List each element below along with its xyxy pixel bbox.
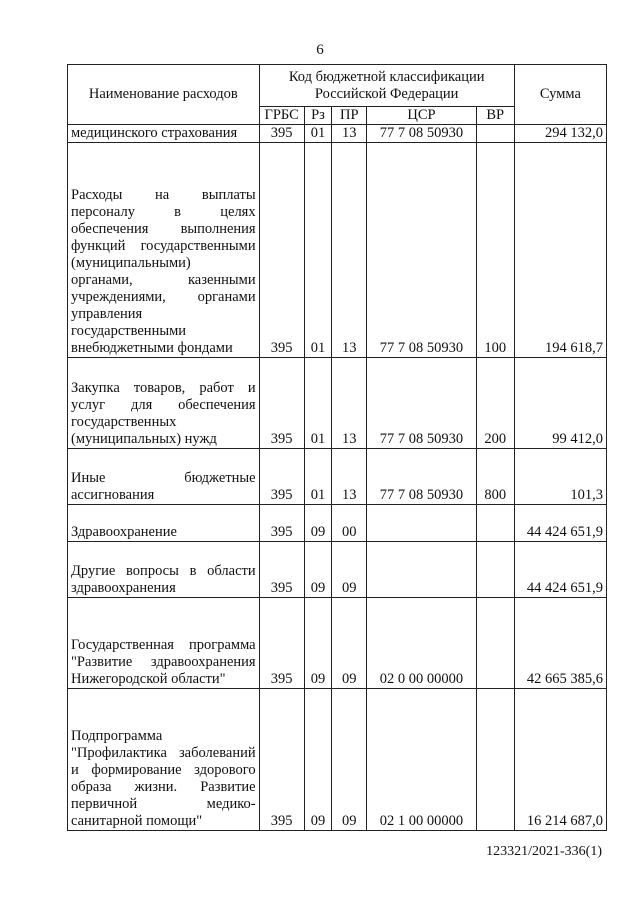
row-pr: 09 [332, 542, 367, 598]
row-vr: 800 [476, 449, 514, 505]
row-grbs: 395 [259, 689, 304, 831]
row-name: Другие вопросы в области здравоохранения [68, 542, 260, 598]
row-name: Государственная программа "Развитие здравоохранения Нижегородской области" [68, 598, 260, 689]
row-sum: 194 618,7 [514, 143, 606, 358]
header-name: Наименование расходов [68, 65, 260, 125]
table-row [68, 598, 607, 689]
header-code-group: Код бюджетной классификации Российской Федерации [259, 65, 514, 107]
row-sum: 101,3 [514, 449, 606, 505]
header-sum: Сумма [514, 65, 606, 125]
header-grbs: ГРБС [259, 107, 304, 125]
row-grbs: 395 [259, 125, 304, 143]
budget-table [67, 64, 607, 831]
row-rz: 01 [304, 143, 332, 358]
row-sum: 99 412,0 [514, 358, 606, 449]
row-sum: 44 424 651,9 [514, 542, 606, 598]
table-row [68, 505, 607, 542]
row-rz: 09 [304, 542, 332, 598]
row-name: Расходы на выплаты персоналу в целях обеспечения выполнения функций государственными (муниципальными) органами, казенными учреждениями, органами управления государственными внебюджетными фондами [68, 143, 260, 358]
row-vr [476, 598, 514, 689]
row-csr: 77 7 08 50930 [367, 125, 477, 143]
table-row [68, 689, 607, 831]
row-grbs: 395 [259, 505, 304, 542]
row-grbs: 395 [259, 358, 304, 449]
page-number: 6 [316, 42, 324, 58]
row-pr: 09 [332, 598, 367, 689]
row-vr: 200 [476, 358, 514, 449]
row-rz: 01 [304, 449, 332, 505]
row-rz: 09 [304, 505, 332, 542]
row-csr: 02 0 00 00000 [367, 598, 477, 689]
table-row [68, 125, 607, 143]
row-name: Здравоохранение [68, 505, 260, 542]
table-row [68, 542, 607, 598]
row-csr: 77 7 08 50930 [367, 358, 477, 449]
row-sum: 294 132,0 [514, 125, 606, 143]
row-vr [476, 505, 514, 542]
row-grbs: 395 [259, 449, 304, 505]
header-rz: Рз [304, 107, 332, 125]
row-name: Подпрограмма "Профилактика заболеваний и формирование здорового образа жизни. Развитие первичной медико-санитарной помощи" [68, 689, 260, 831]
row-pr: 13 [332, 125, 367, 143]
table-row [68, 358, 607, 449]
header-csr: ЦСР [367, 107, 477, 125]
row-vr: 100 [476, 143, 514, 358]
row-name: Иные бюджетные ассигнования [68, 449, 260, 505]
row-pr: 13 [332, 449, 367, 505]
row-sum: 44 424 651,9 [514, 505, 606, 542]
row-csr: 02 1 00 00000 [367, 689, 477, 831]
row-pr: 13 [332, 143, 367, 358]
row-grbs: 395 [259, 143, 304, 358]
row-rz: 09 [304, 689, 332, 831]
row-csr: 77 7 08 50930 [367, 449, 477, 505]
row-name: Закупка товаров, работ и услуг для обеспечения государственных (муниципальных) нужд [68, 358, 260, 449]
table-row [68, 143, 607, 358]
row-grbs: 395 [259, 598, 304, 689]
row-rz: 01 [304, 358, 332, 449]
row-csr: 77 7 08 50930 [367, 143, 477, 358]
row-csr [367, 505, 477, 542]
row-pr: 09 [332, 689, 367, 831]
row-vr [476, 689, 514, 831]
row-rz: 01 [304, 125, 332, 143]
row-pr: 13 [332, 358, 367, 449]
row-sum: 16 214 687,0 [514, 689, 606, 831]
row-rz: 09 [304, 598, 332, 689]
row-pr: 00 [332, 505, 367, 542]
row-csr [367, 542, 477, 598]
row-vr [476, 125, 514, 143]
row-vr [476, 542, 514, 598]
header-vr: ВР [476, 107, 514, 125]
header-pr: ПР [332, 107, 367, 125]
row-sum: 42 665 385,6 [514, 598, 606, 689]
document-id: 123321/2021-336(1) [486, 844, 602, 859]
row-name: медицинского страхования [68, 125, 260, 143]
table-row [68, 449, 607, 505]
row-grbs: 395 [259, 542, 304, 598]
